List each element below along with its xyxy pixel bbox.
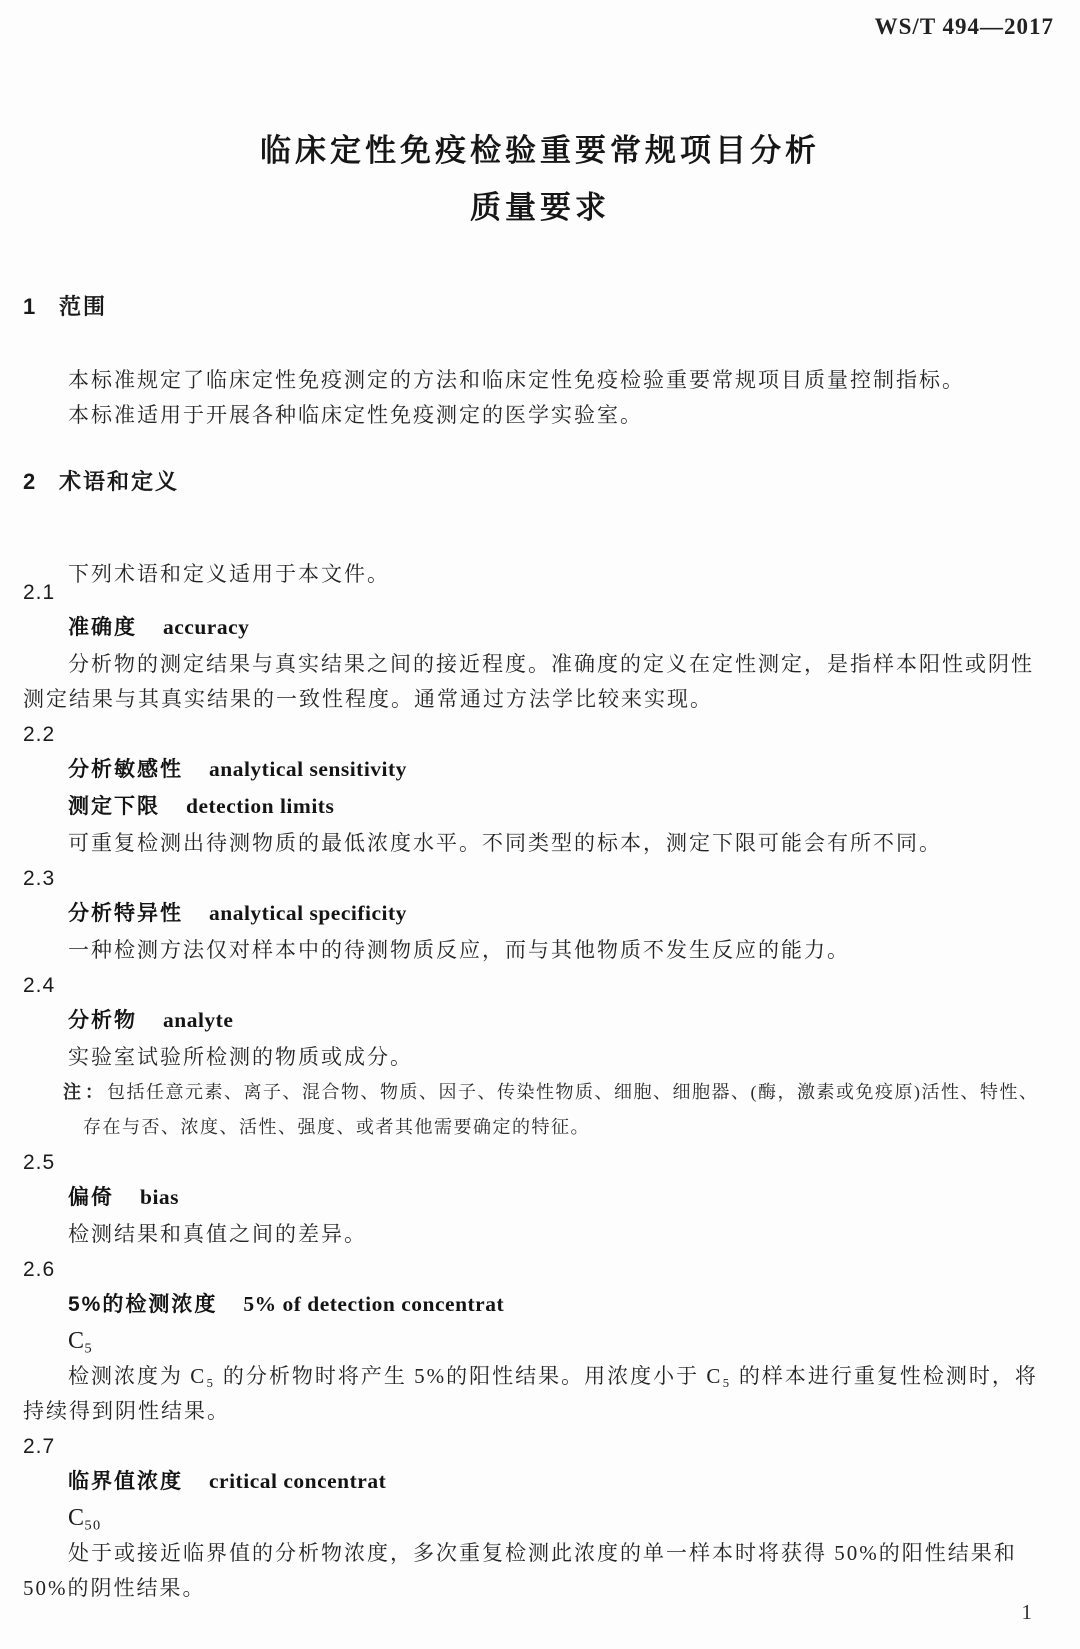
term-2-6-title	[23, 1287, 1052, 1324]
term-2-1-definition: 分析物的测定结果与真实结果之间的接近程度。准确度的定义在定性测定，是指样本阳性或阴性测定结果与其真实结果的一致性程度。通常通过方法学比较来实现。	[23, 652, 1034, 711]
term-2-7-en: critical concentrat	[209, 1469, 387, 1493]
section2-intro: 下列术语和定义适用于本文件。	[68, 562, 390, 586]
term-2-6-number: 2.6	[23, 1258, 56, 1281]
term-2-6-zh: 5%的检测浓度	[68, 1293, 218, 1316]
term-2-3-definition: 一种检测方法仅对样本中的待测物质反应，而与其他物质不发生反应的能力。	[68, 938, 850, 962]
term-2-7-zh: 临界值浓度	[68, 1470, 183, 1493]
term-2-4-title	[23, 1003, 1052, 1040]
term-2-3-title	[23, 896, 1052, 933]
term-2-2-number: 2.2	[23, 723, 56, 746]
term-2-3-number: 2.3	[23, 867, 56, 890]
term-2-1-en: accuracy	[163, 615, 250, 639]
term-2-7-title	[23, 1464, 1052, 1501]
term-2-3-zh: 分析特异性	[68, 902, 183, 925]
term-2-4-note	[23, 1075, 1052, 1145]
term-2-2-definition: 可重复检测出待测物质的最低浓度水平。不同类型的标本，测定下限可能会有所不同。	[68, 831, 942, 855]
document-title	[0, 122, 1080, 236]
terms-list	[23, 575, 1052, 1606]
term-2-2-title-a	[23, 752, 1052, 789]
term-2-4-note-text: 包括任意元素、离子、混合物、物质、因子、传染性物质、细胞、细胞器、(酶，激素或免疫原)活性、特性、存在与否、浓度、活性、强度、或者其他需要确定的特征。	[83, 1082, 1039, 1137]
section1-number: 1	[23, 294, 36, 319]
section2-heading-text: 术语和定义	[59, 469, 180, 494]
term-2-5-definition: 检测结果和真值之间的差异。	[68, 1222, 367, 1246]
term-2-1-number: 2.1	[23, 581, 56, 604]
term-2-4-note-label: 注：	[63, 1082, 107, 1102]
section1-paragraph-1: 本标准规定了临床定性免疫测定的方法和临床定性免疫检验重要常规项目质量控制指标。	[68, 368, 965, 392]
section1-paragraph-2: 本标准适用于开展各种临床定性免疫测定的医学实验室。	[68, 403, 643, 427]
term-2-3-en: analytical specificity	[209, 901, 407, 925]
section2-number: 2	[23, 469, 36, 494]
term-2-1-title	[23, 610, 1052, 647]
term-2-2-title-b	[23, 789, 1052, 826]
term-2-2-zh2: 测定下限	[68, 795, 160, 818]
standard-code: WS/T 494—2017	[874, 14, 1054, 39]
term-2-2-zh: 分析敏感性	[68, 758, 183, 781]
term-2-5-title	[23, 1180, 1052, 1217]
section1-body	[23, 363, 1052, 433]
term-2-2-en: analytical sensitivity	[209, 757, 407, 781]
term-2-6-symbol: C₅	[68, 1328, 93, 1354]
page-number: 1	[1021, 1600, 1032, 1624]
term-2-5-en: bias	[140, 1185, 180, 1209]
section2-heading	[23, 467, 1052, 497]
document-title-line1: 临床定性免疫检验重要常规项目分析	[260, 133, 820, 168]
term-2-6-en: 5% of detection concentrat	[243, 1292, 505, 1316]
section1-heading-text: 范围	[59, 294, 108, 319]
term-2-7-definition: 处于或接近临界值的分析物浓度，多次重复检测此浓度的单一样本时将获得 50%的阳性结果和 50%的阴性结果。	[23, 1541, 1017, 1600]
term-2-4-en: analyte	[163, 1008, 234, 1032]
term-2-2-en2: detection limits	[186, 794, 335, 818]
term-2-7-number: 2.7	[23, 1435, 56, 1458]
term-2-5-zh: 偏倚	[68, 1186, 114, 1209]
term-2-4-zh: 分析物	[68, 1009, 137, 1032]
term-2-4-number: 2.4	[23, 974, 56, 997]
term-2-1-zh: 准确度	[68, 616, 137, 639]
term-2-4-definition: 实验室试验所检测的物质或成分。	[68, 1045, 413, 1069]
term-2-7-symbol: C₅₀	[68, 1505, 101, 1531]
document-title-line2: 质量要求	[470, 190, 610, 225]
term-2-5-number: 2.5	[23, 1151, 56, 1174]
term-2-6-definition: 检测浓度为 C₅ 的分析物时将产生 5%的阳性结果。用浓度小于 C₅ 的样本进行重复性检测时，将持续得到阴性结果。	[23, 1364, 1038, 1423]
section1-heading	[23, 292, 1052, 322]
